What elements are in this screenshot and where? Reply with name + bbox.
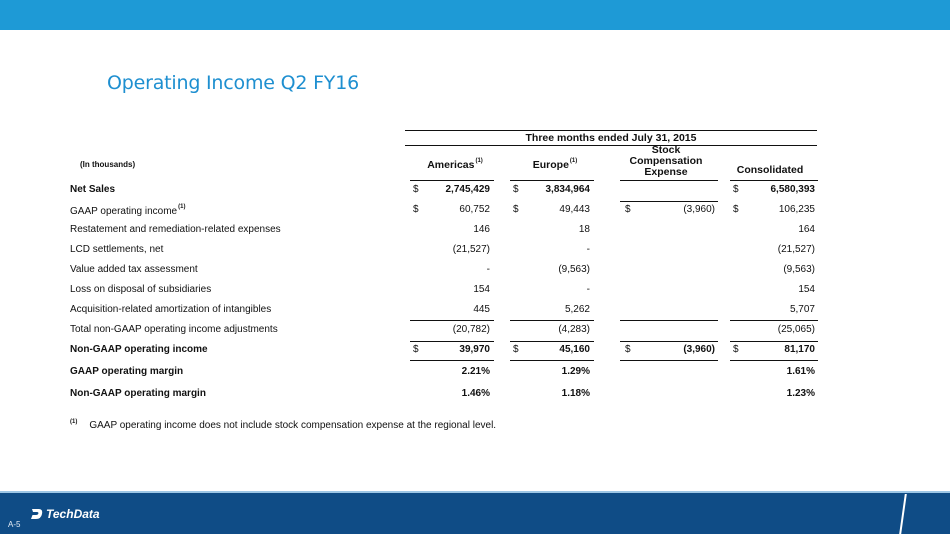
table-cell: 1.61% xyxy=(786,366,815,377)
table-cell: 2.21% xyxy=(461,366,490,377)
header-underline xyxy=(620,180,718,181)
table-row xyxy=(70,344,820,360)
total-rule xyxy=(730,341,818,342)
table-row xyxy=(70,366,820,382)
row-label: Loss on disposal of subsidiaries xyxy=(70,284,212,295)
table-row xyxy=(70,388,820,404)
column-header-europe: Europe$^{(1)}$ xyxy=(532,158,578,171)
subtotal-rule xyxy=(620,320,718,321)
row-label xyxy=(70,204,185,217)
top-header-bar xyxy=(0,0,950,30)
table-row xyxy=(70,324,820,340)
subtotal-rule xyxy=(730,320,818,321)
total-bottom-rule xyxy=(620,360,718,361)
row-label: Acquisition-related amortization of intangibles xyxy=(70,304,272,315)
row-label: Net Sales xyxy=(70,184,116,195)
table-cell: (21,527) xyxy=(452,244,490,255)
header-underline xyxy=(410,180,494,181)
footnote-text: GAAP operating income does not include stock compensation expense at the regional level. xyxy=(89,420,497,431)
table-row xyxy=(70,204,820,220)
subtotal-rule xyxy=(410,320,494,321)
table-row xyxy=(70,264,820,280)
operating-income-table xyxy=(70,130,820,430)
techdata-logo-icon xyxy=(30,508,44,520)
dollar-sign: $ xyxy=(413,344,419,355)
table-cell: 39,970 xyxy=(459,344,490,355)
header-underline xyxy=(730,180,818,181)
row-label: LCD settlements, net xyxy=(70,244,164,255)
dollar-sign: $ xyxy=(625,344,631,355)
table-cell: (4,283) xyxy=(558,324,590,335)
table-row xyxy=(70,184,820,200)
table-cell: 1.29% xyxy=(561,366,590,377)
table-cell: 45,160 xyxy=(559,344,590,355)
subtotal-rule xyxy=(510,320,594,321)
total-rule xyxy=(620,341,718,342)
units-note: (In thousands) xyxy=(80,160,136,169)
table-cell: (9,563) xyxy=(783,264,815,275)
techdata-logo xyxy=(30,506,100,522)
table-cell: 1.23% xyxy=(786,388,815,399)
table-cell: 146 xyxy=(473,224,490,235)
page-label: A-5 xyxy=(8,520,21,529)
footnote-marker: (1) xyxy=(70,419,78,425)
table-cell: - xyxy=(486,264,490,275)
table-cell: 18 xyxy=(578,224,590,235)
table-row xyxy=(70,224,820,240)
techdata-logo-text: TechData xyxy=(46,507,100,521)
dollar-sign: $ xyxy=(733,184,739,195)
table-cell: 3,834,964 xyxy=(545,184,590,195)
total-rule xyxy=(510,341,594,342)
table-cell: (3,960) xyxy=(683,344,715,355)
table-row xyxy=(70,284,820,300)
dollar-sign: $ xyxy=(413,184,419,195)
footnote xyxy=(70,419,496,431)
table-cell: 6,580,393 xyxy=(770,184,815,195)
table-cell: - xyxy=(586,284,590,295)
row-label: Non-GAAP operating margin xyxy=(70,388,206,399)
table-cell: 5,707 xyxy=(789,304,815,315)
row-label: GAAP operating margin xyxy=(70,366,184,377)
dollar-sign: $ xyxy=(513,184,519,195)
table-cell: - xyxy=(586,244,590,255)
row-label-text: GAAP operating income xyxy=(70,206,178,217)
table-cell: (9,563) xyxy=(558,264,590,275)
row-label: Non-GAAP operating income xyxy=(70,344,208,355)
slide-title: Operating Income Q2 FY16 xyxy=(107,72,359,94)
period-header-text: Three months ended July 31, 2015 xyxy=(525,132,697,144)
table-cell: 2,745,429 xyxy=(445,184,490,195)
table-cell: 1.46% xyxy=(461,388,490,399)
table-cell: 164 xyxy=(798,224,815,235)
table-cell: 60,752 xyxy=(459,204,490,215)
table-cell: 49,443 xyxy=(559,204,590,215)
dollar-sign: $ xyxy=(413,204,419,215)
table-cell: 81,170 xyxy=(784,344,815,355)
table-cell: 106,235 xyxy=(778,204,815,215)
period-header xyxy=(405,130,817,146)
cell-top-rule xyxy=(620,201,718,202)
table-cell: 154 xyxy=(798,284,815,295)
row-label-footnote-marker: (1) xyxy=(178,204,186,210)
dollar-sign: $ xyxy=(733,204,739,215)
table-cell: (25,065) xyxy=(777,324,815,335)
total-rule xyxy=(410,341,494,342)
table-cell: (21,527) xyxy=(777,244,815,255)
table-cell: (20,782) xyxy=(452,324,490,335)
row-label: Restatement and remediation-related expenses xyxy=(70,224,281,235)
total-bottom-rule xyxy=(410,360,494,361)
table-cell: (3,960) xyxy=(683,204,715,215)
column-header-americas: Americas$^{(1)}$ xyxy=(427,158,483,171)
dollar-sign: $ xyxy=(733,344,739,355)
column-header-stock-compensation: Stock Compensation Expense xyxy=(629,144,703,178)
table-row xyxy=(70,244,820,260)
dollar-sign: $ xyxy=(513,344,519,355)
total-bottom-rule xyxy=(730,360,818,361)
dollar-sign: $ xyxy=(625,204,631,215)
row-label: Total non-GAAP operating income adjustments xyxy=(70,324,278,335)
table-cell: 445 xyxy=(473,304,490,315)
total-bottom-rule xyxy=(510,360,594,361)
header-underline xyxy=(510,180,594,181)
table-cell: 1.18% xyxy=(561,388,590,399)
dollar-sign: $ xyxy=(513,204,519,215)
table-cell: 154 xyxy=(473,284,490,295)
row-label: Value added tax assessment xyxy=(70,264,198,275)
column-header-consolidated: Consolidated xyxy=(736,164,804,176)
table-row xyxy=(70,304,820,320)
footer-bar xyxy=(0,493,950,534)
table-cell: 5,262 xyxy=(564,304,590,315)
